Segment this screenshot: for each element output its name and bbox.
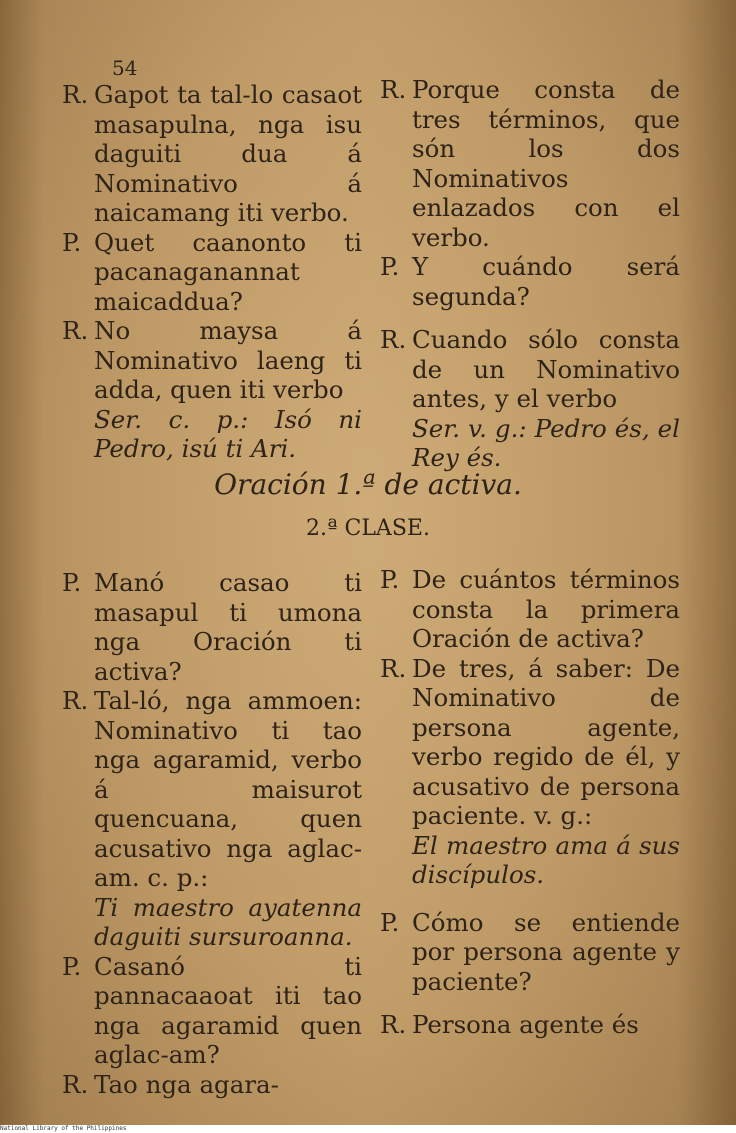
qa-entry <box>62 316 362 464</box>
entry-text: Tao nga agara- <box>94 1069 279 1099</box>
entry-mark: R. <box>380 1010 407 1039</box>
top-left-column <box>62 80 362 464</box>
qa-entry <box>380 565 680 654</box>
entry-text: Manó casao ti masapul ti umona nga Oración ti activa? <box>94 568 362 686</box>
qa-entry <box>380 654 680 890</box>
qa-entry <box>380 908 680 997</box>
section-subheading: 2.ª CLASE. <box>306 516 430 541</box>
entry-mark: R. <box>62 686 89 715</box>
entry-mark: P. <box>62 227 82 257</box>
entry-text: Y cuándo será segunda? <box>412 252 680 311</box>
entry-mark: R. <box>62 316 89 345</box>
qa-entry <box>62 1070 362 1100</box>
entry-text: De cuántos términos consta la primera Oración de activa? <box>412 565 680 653</box>
entry-text: Gapot ta tal-lo casaot masapulna, nga isu daguiti dua á Nominativo á naicamang iti verbo. <box>94 80 362 227</box>
entry-mark: R. <box>380 653 407 683</box>
example-text: Ser. v. g.: Pedro és, el Rey és. <box>412 413 680 472</box>
entry-text: Porque consta de tres términos, que són los dos Nominativos enlazados con el verbo. <box>412 75 680 252</box>
entry-mark: R. <box>380 325 407 354</box>
entry-mark: P. <box>380 565 400 594</box>
qa-entry <box>62 228 362 317</box>
entry-mark: R. <box>62 80 89 109</box>
entry-text: De tres, á saber: De Nominativo de persona agente, verbo regido de él, y acusativo de persona paciente. v. g.: <box>412 653 680 830</box>
entry-text: Cómo se entiende por persona agente y paciente? <box>412 907 680 996</box>
example-text: Ti maestro ayatenna daguiti sursuroanna. <box>94 892 362 951</box>
entry-mark: R. <box>62 1069 89 1099</box>
entry-text: No maysa á Nominativo laeng ti adda, quen iti verbo <box>94 316 362 404</box>
qa-entry <box>62 568 362 686</box>
top-right-column <box>380 75 680 473</box>
entry-mark: P. <box>380 252 400 281</box>
entry-mark: P. <box>62 951 82 981</box>
entry-text: Quet caanonto ti pacanaganannat maicaddua? <box>94 227 362 316</box>
library-footer: National Library of the Philippines <box>0 1125 736 1133</box>
qa-entry <box>380 75 680 252</box>
section-heading: Oración 1.ª de activa. <box>214 468 522 501</box>
entry-mark: R. <box>380 75 407 104</box>
qa-entry <box>62 80 362 228</box>
example-text: Ser. c. p.: Isó ni Pedro, isú ti Ari. <box>94 404 362 463</box>
entry-text: Cuando sólo consta de un Nominativo antes, y el verbo <box>412 325 680 413</box>
entry-text: Tal-ló, nga ammoen: Nominativo ti tao nga agaramid, verbo á maisurot quencuana, quen acusativo nga aglac-am. c. p.: <box>94 686 362 892</box>
bottom-right-column <box>380 565 680 1040</box>
qa-entry <box>380 325 680 473</box>
page-number: 54 <box>112 56 138 80</box>
entry-text: Persona agente és <box>412 1010 639 1039</box>
qa-entry <box>380 252 680 311</box>
entry-mark: P. <box>380 907 400 937</box>
example-text: El maestro ama á sus discípulos. <box>412 830 680 889</box>
entry-mark: P. <box>62 568 82 597</box>
bottom-left-column <box>62 568 362 1099</box>
qa-entry <box>62 952 362 1070</box>
entry-text: Casanó ti pannacaaoat iti tao nga agaramid quen aglac-am? <box>94 951 362 1069</box>
qa-entry <box>380 1010 680 1040</box>
qa-entry <box>62 686 362 952</box>
